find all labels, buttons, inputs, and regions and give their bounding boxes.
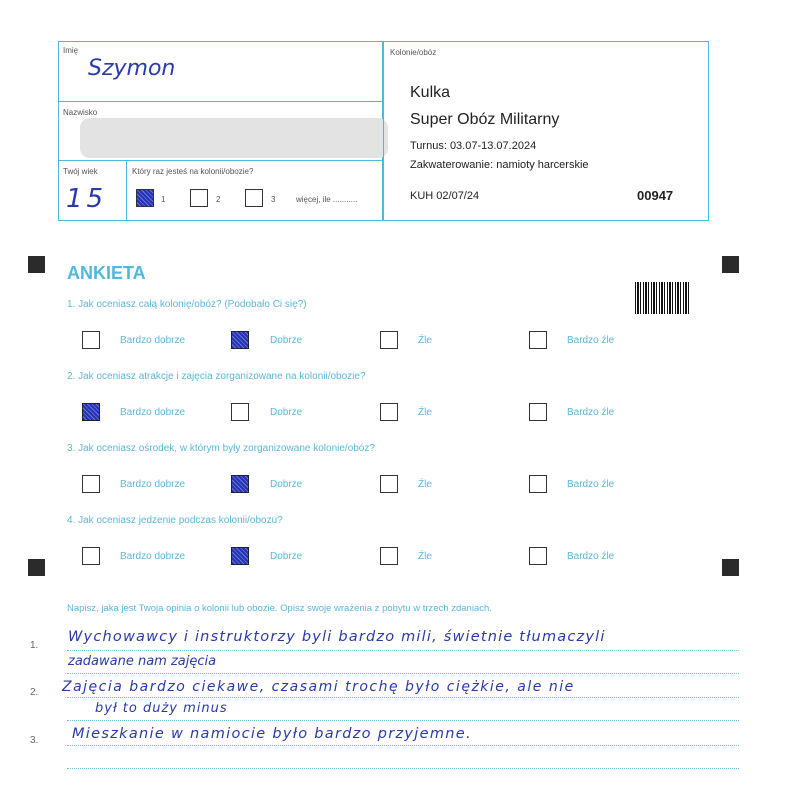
form-number: 00947 xyxy=(637,188,674,203)
q2-option-dobrze[interactable] xyxy=(231,403,249,421)
q3-option-bardzo-zle[interactable] xyxy=(529,475,547,493)
q1-option-zle[interactable] xyxy=(380,331,398,349)
visit-checkbox-1[interactable] xyxy=(136,189,154,207)
q4-option-zle[interactable] xyxy=(380,547,398,565)
zakwaterowanie: Zakwaterowanie: namioty harcerskie xyxy=(410,159,589,171)
wiek-handwritten: 15 xyxy=(66,184,108,214)
opinion-line-2b: był to duży minus xyxy=(95,701,228,716)
q1-option-dobrze[interactable] xyxy=(231,331,249,349)
q4-option-bardzo-zle[interactable] xyxy=(529,547,547,565)
q3-label-zle: Źle xyxy=(418,479,432,490)
visit-option-1: 1 xyxy=(161,195,166,204)
redacted-surname xyxy=(80,118,388,158)
q3-option-zle[interactable] xyxy=(380,475,398,493)
company-name: Kulka xyxy=(410,84,451,101)
nazwisko-label: Nazwisko xyxy=(63,108,98,117)
writing-line xyxy=(67,697,739,698)
question-1: 1. Jak oceniasz całą kolonię/obóz? (Podobało Ci się?) xyxy=(67,299,307,310)
camp-code: KUH 02/07/24 xyxy=(410,190,480,202)
survey-title: ANKIETA xyxy=(67,263,146,283)
q1-label-bardzo-dobrze: Bardzo dobrze xyxy=(120,335,186,346)
registration-marker xyxy=(28,256,45,273)
opinion-line-1a: Wychowawcy i instruktorzy byli bardzo mili, świetnie tłumaczyli xyxy=(68,629,606,645)
q1-label-bardzo-zle: Bardzo źle xyxy=(567,335,615,346)
kolonie-label: Kolonie/obóz xyxy=(390,48,437,57)
q4-label-bardzo-zle: Bardzo źle xyxy=(567,551,615,562)
question-3: 3. Jak oceniasz ośrodek, w którym były zorganizowane kolonie/obóz? xyxy=(67,443,375,454)
ktory-raz-label: Który raz jesteś na kolonii/obozie? xyxy=(132,167,254,176)
question-2: 2. Jak oceniasz atrakcje i zajęcia zorganizowane na kolonii/obozie? xyxy=(67,371,366,382)
q2-label-bardzo-dobrze: Bardzo dobrze xyxy=(120,407,186,418)
q3-option-bardzo-dobrze[interactable] xyxy=(82,475,100,493)
imie-handwritten: Szymon xyxy=(88,56,176,81)
visit-checkbox-3[interactable] xyxy=(245,189,263,207)
turnus: Turnus: 03.07-13.07.2024 xyxy=(410,140,537,152)
q4-option-bardzo-dobrze[interactable] xyxy=(82,547,100,565)
visit-option-3: 3 xyxy=(271,195,276,204)
q2-label-zle: Źle xyxy=(418,407,432,418)
line-number-2: 2. xyxy=(30,687,39,698)
opinion-line-2a: Zajęcia bardzo ciekawe, czasami trochę było ciężkie, ale nie xyxy=(62,679,575,695)
q4-label-zle: Źle xyxy=(418,551,432,562)
registration-marker xyxy=(28,559,45,576)
q2-option-bardzo-zle[interactable] xyxy=(529,403,547,421)
opinion-line-1b: zadawane nam zajęcia xyxy=(68,654,217,669)
q2-label-bardzo-zle: Bardzo źle xyxy=(567,407,615,418)
line-number-1: 1. xyxy=(30,640,39,651)
q4-label-dobrze: Dobrze xyxy=(270,551,303,562)
divider xyxy=(58,160,383,161)
barcode xyxy=(635,282,689,314)
q1-label-dobrze: Dobrze xyxy=(270,335,303,346)
q3-label-dobrze: Dobrze xyxy=(270,479,303,490)
visit-checkbox-2[interactable] xyxy=(190,189,208,207)
wiek-label: Twój wiek xyxy=(63,167,98,176)
visit-option-more: więcej, ile ........... xyxy=(296,195,358,204)
imie-label: Imię xyxy=(63,46,79,55)
q2-option-bardzo-dobrze[interactable] xyxy=(82,403,100,421)
q3-label-bardzo-dobrze: Bardzo dobrze xyxy=(120,479,186,490)
question-4: 4. Jak oceniasz jedzenie podczas kolonii/obozu? xyxy=(67,515,283,526)
visit-option-2: 2 xyxy=(216,195,221,204)
q2-label-dobrze: Dobrze xyxy=(270,407,303,418)
camp-name: Super Obóz Militarny xyxy=(410,111,560,128)
q1-option-bardzo-zle[interactable] xyxy=(529,331,547,349)
writing-line xyxy=(67,650,739,651)
q1-label-zle: Źle xyxy=(418,335,432,346)
divider xyxy=(126,160,127,221)
q4-option-dobrze[interactable] xyxy=(231,547,249,565)
registration-marker xyxy=(722,256,739,273)
registration-marker xyxy=(722,559,739,576)
q1-option-bardzo-dobrze[interactable] xyxy=(82,331,100,349)
opinion-prompt: Napisz, jaka jest Twoja opinia o kolonii lub obozie. Opisz swoje wrażenia z pobytu w trzech zdaniach. xyxy=(67,603,492,614)
q4-label-bardzo-dobrze: Bardzo dobrze xyxy=(120,551,186,562)
writing-line xyxy=(67,745,739,746)
writing-line xyxy=(67,673,739,674)
q3-option-dobrze[interactable] xyxy=(231,475,249,493)
writing-line xyxy=(67,768,739,769)
writing-line xyxy=(67,720,739,721)
q2-option-zle[interactable] xyxy=(380,403,398,421)
line-number-3: 3. xyxy=(30,735,39,746)
q3-label-bardzo-zle: Bardzo źle xyxy=(567,479,615,490)
divider xyxy=(58,101,383,102)
opinion-line-3: Mieszkanie w namiocie było bardzo przyjemne. xyxy=(72,726,472,742)
